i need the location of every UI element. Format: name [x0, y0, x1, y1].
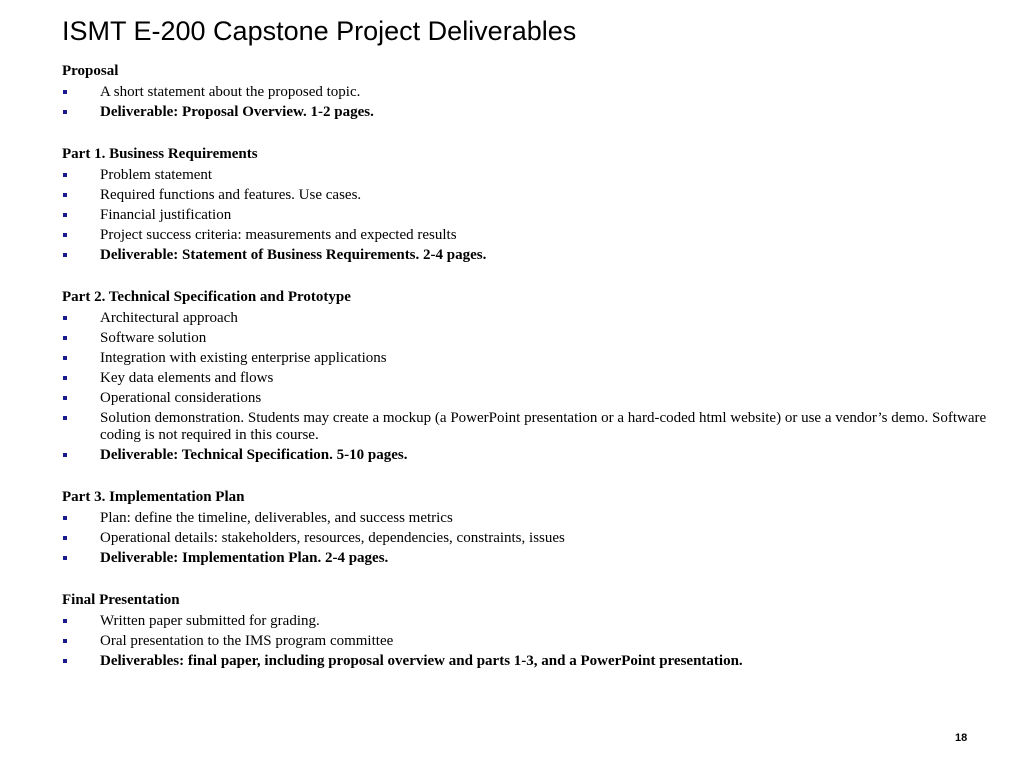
list-item-text: Deliverable: Implementation Plan. 2-4 pages. [100, 550, 389, 566]
list-item-text: Financial justification [100, 207, 232, 223]
list-item [62, 510, 1012, 527]
list-item-text: Deliverable: Statement of Business Requirements. 2-4 pages. [100, 247, 487, 263]
list-item [62, 613, 1012, 630]
square-bullet-icon [63, 516, 67, 520]
list-item-text: Plan: define the timeline, deliverables, and success metrics [100, 510, 453, 526]
square-bullet-icon [63, 556, 67, 560]
square-bullet-icon [63, 213, 67, 217]
section [62, 144, 1012, 264]
square-bullet-icon [63, 316, 67, 320]
square-bullet-icon [63, 233, 67, 237]
section-heading: Proposal [62, 63, 119, 79]
slide-title: ISMT E-200 Capstone Project Deliverables [62, 16, 577, 46]
list-item-text: Project success criteria: measurements and expected results [100, 227, 457, 243]
list-item [62, 390, 1012, 407]
section [62, 287, 1012, 464]
square-bullet-icon [63, 536, 67, 540]
page-number: 18 [955, 732, 968, 744]
square-bullet-icon [63, 453, 67, 457]
square-bullet-icon [63, 376, 67, 380]
list-item-text: Problem statement [100, 167, 213, 183]
list-item-text: Deliverable: Proposal Overview. 1-2 pages. [100, 104, 374, 120]
list-item [62, 310, 1012, 327]
list-item [62, 84, 1012, 101]
deliverable-item [62, 104, 1012, 121]
section [62, 487, 1012, 567]
list-item [62, 227, 1012, 244]
square-bullet-icon [63, 619, 67, 623]
list-item-text: Operational considerations [100, 390, 262, 406]
square-bullet-icon [63, 396, 67, 400]
list-item-text: Integration with existing enterprise applications [100, 350, 387, 366]
list-item [62, 187, 1012, 204]
list-item [62, 350, 1012, 367]
square-bullet-icon [63, 336, 67, 340]
square-bullet-icon [63, 90, 67, 94]
square-bullet-icon [63, 253, 67, 257]
deliverable-item [62, 550, 1012, 567]
slide-content [62, 61, 1012, 693]
list-item-text: Software solution [100, 330, 207, 346]
square-bullet-icon [63, 659, 67, 663]
list-item-text: Operational details: stakeholders, resources, dependencies, constraints, issues [100, 530, 565, 546]
list-item [62, 410, 1012, 444]
deliverable-item [62, 247, 1012, 264]
square-bullet-icon [63, 173, 67, 177]
list-item [62, 370, 1012, 387]
list-item-text: Required functions and features. Use cases. [100, 187, 362, 203]
deliverable-item [62, 653, 1012, 670]
square-bullet-icon [63, 356, 67, 360]
list-item-text: Written paper submitted for grading. [100, 613, 320, 629]
square-bullet-icon [63, 110, 67, 114]
list-item [62, 207, 1012, 224]
section-heading: Part 1. Business Requirements [62, 146, 258, 162]
list-item-text: Architectural approach [100, 310, 238, 326]
square-bullet-icon [63, 639, 67, 643]
section-heading: Part 2. Technical Specification and Prototype [62, 289, 351, 305]
deliverable-item [62, 447, 1012, 464]
list-item-text: A short statement about the proposed topic. [100, 84, 361, 100]
list-item [62, 330, 1012, 347]
list-item [62, 530, 1012, 547]
list-item-text: Deliverables: final paper, including proposal overview and parts 1-3, and a PowerPoint presentation. [100, 653, 743, 669]
section-heading: Final Presentation [62, 592, 180, 608]
square-bullet-icon [63, 416, 67, 420]
list-item-text: Solution demonstration. Students may create a mockup (a PowerPoint presentation or a hard-coded html website) or use a vendor’s demo. Software coding is not required in this course. [100, 410, 987, 443]
section-heading: Part 3. Implementation Plan [62, 489, 245, 505]
list-item [62, 167, 1012, 184]
list-item-text: Key data elements and flows [100, 370, 274, 386]
list-item-text: Deliverable: Technical Specification. 5-10 pages. [100, 447, 408, 463]
section [62, 61, 1012, 121]
list-item [62, 633, 1012, 650]
list-item-text: Oral presentation to the IMS program committee [100, 633, 394, 649]
square-bullet-icon [63, 193, 67, 197]
section [62, 590, 1012, 670]
